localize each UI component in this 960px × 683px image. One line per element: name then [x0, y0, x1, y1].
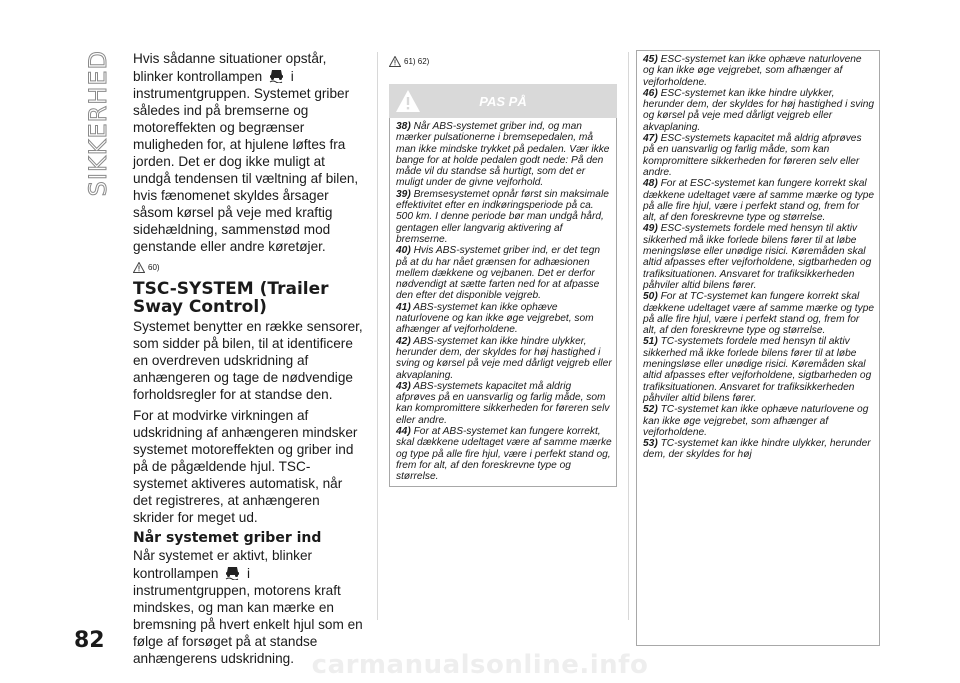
caution-note: [396, 245, 612, 301]
note-text: For at TC-systemet kan fungere korrekt skal dækkene udeltaget være af samme mærke og type på alle fire hjul, være i perfekt stand og, frem for alt, af den foreskrevne type og størrelse.: [643, 291, 875, 337]
caution-note: [643, 54, 875, 88]
warning-column-continued: [636, 50, 880, 646]
note-text: TC-systemets fordele med hensyn til aktiv sikkerhed må ikke forlede bilens fører til at løbe meningsløse eller unødige risici. Køremåden skal altid afpasses efter vejforholdene, sigtbarheden og trafiksituationen. Ansvaret for trafiksikkerheden påhviler altid bilens fører.: [643, 336, 872, 404]
note-number: 46): [643, 87, 658, 99]
note-text: ABS-systemets kapacitet må aldrig afprøves på en uansvarlig og farlig måde, som kan kompromittere sikkerheden for føreren selv eller andre.: [396, 380, 610, 426]
note-text: ESC-systemet kan ikke hindre ulykker, herunder dem, der skyldes for høj hastighed i sving og kørsel på veje med dårligt vejgreb eller akvaplaning.: [643, 87, 875, 133]
paragraph-text: i instrumentgruppen, motorens kraft mindskes, og man kan mærke en bremsning på hvert enkelt hjul som en følge af forsøget på at standse anhængerens udskridning.: [133, 566, 363, 666]
paragraph-rollover: [133, 50, 363, 255]
note-text: TC-systemet kan ikke hindre ulykker, herunder dem, der skyldes for høj: [643, 438, 871, 461]
caution-note: [643, 291, 875, 336]
note-number: 38): [396, 121, 411, 132]
warning-reference: [133, 259, 363, 276]
note-number: 45): [643, 54, 658, 65]
section-heading: TSC-SYSTEM (Trailer Sway Control): [133, 279, 329, 317]
note-number: 49): [643, 223, 658, 235]
caution-note: [643, 336, 875, 404]
caution-note: [643, 178, 875, 223]
note-number: 48): [643, 178, 658, 190]
caution-notes: [389, 118, 617, 487]
caution-note: [643, 404, 875, 438]
subheading: Når systemet griber ind: [133, 530, 322, 546]
reference-numbers: 61) 62): [404, 56, 430, 66]
note-number: 51): [643, 336, 658, 348]
caution-banner: [389, 84, 617, 118]
paragraph-text: Hvis sådanne situationer opstår, blinker kontrollampen: [133, 51, 327, 84]
note-number: 43): [396, 380, 411, 392]
caution-note: [396, 426, 612, 482]
warning-triangle-icon: [133, 262, 145, 273]
note-number: 40): [396, 245, 411, 257]
esc-warning-lamp-icon: [268, 67, 285, 83]
caution-note: [396, 121, 612, 189]
main-text-column: [133, 50, 363, 671]
note-text: ABS-systemet kan ikke hindre ulykker, herunder dem, der skyldes for høj hastighed i sving og kørsel på veje med dårligt vejgreb eller akvaplaning.: [396, 335, 612, 381]
note-text: Når ABS-systemet griber ind, og man mærker pulsationerne i bremsepedalen, må man ikke mindske trykket på pedalen. Vær ikke bange for at holde pedalen godt nede: På den måde vil du standse så hurtigt, som det er muligt under de givne vejforhold.: [396, 121, 610, 189]
note-number: 47): [643, 133, 658, 145]
caution-notes: [636, 50, 880, 646]
column-divider: [377, 52, 378, 620]
note-number: 41): [396, 301, 411, 313]
esc-warning-lamp-icon: [224, 564, 241, 580]
note-text: For at ABS-systemet kan fungere korrekt, skal dækkene udeltaget være af samme mærke og type på alle fire hjul, være i perfekt stand og, frem for alt, af den foreskrevne type og størrelse.: [396, 426, 612, 483]
paragraph-text: Når systemet er aktivt, blinker kontrollampen: [133, 548, 313, 581]
warning-column: [389, 50, 617, 487]
note-text: ABS-systemet kan ikke ophæve naturlovene og kan ikke øge vejgrebet, som afhænger af vejforholdene.: [396, 301, 594, 336]
caution-note: [396, 189, 612, 245]
caution-note: [643, 438, 875, 461]
paragraph-tsc-action: For at modvirke virkningen af udskridning af anhængeren mindsker systemet motoreffekten og griber ind på de pågældende hjul. TSC-systemet aktiveres automatisk, når det registreres, at anhængeren skrider for meget ud.: [133, 408, 358, 525]
warning-triangle-icon: [395, 89, 421, 113]
paragraph-tsc-intro: Systemet benytter en række sensorer, som sidder på bilen, til at identificere en overdreven udskridning af anhængeren og tage de nødvendige forholdsregler for at standse den.: [133, 319, 363, 402]
caution-note: [643, 133, 875, 178]
caution-note: [643, 88, 875, 133]
paragraph-intervention: [133, 547, 363, 667]
caution-note: [396, 381, 612, 426]
note-number: 44): [396, 426, 411, 438]
note-text: Hvis ABS-systemet griber ind, er det tegn på at du har nået grænsen for adhæsionen mellem dækkene og vejbanen. Det er derfor nødvendigt at sætte farten ned for at afpasse den efter det disponible vejgreb.: [396, 245, 601, 302]
section-title: SIKKERHED: [84, 50, 112, 197]
caution-note: [643, 223, 875, 291]
column-divider: [628, 52, 629, 620]
note-number: 50): [643, 291, 658, 303]
note-text: ESC-systemets fordele med hensyn til aktiv sikkerhed må ikke forlede bilens fører til at løbe meningsløse eller unødige risici. Køremåden skal altid afpasses efter vejforholdene, sigtbarheden og trafiksituationen. Ansvaret for trafiksikkerheden påhviler altid bilens fører.: [643, 223, 872, 291]
paragraph-text: i instrumentgruppen. Systemet griber således ind på bremserne og motoreffekten og begrænser muligheden for, at hjulene løftes fra jorden. Det er dog ikke muligt at undgå tendensen til væltning af bilen, hvis fænomenet skyldes årsager såsom kørsel på veje med kraftig sidehældning, sammenstød mod genstande eller andre køretøjer.: [133, 69, 359, 254]
warning-triangle-icon: [389, 56, 401, 67]
note-text: TC-systemet kan ikke ophæve naturlovene og kan ikke øge vejgrebet, som afhænger af vejforholdene.: [643, 404, 869, 438]
note-number: 39): [396, 188, 411, 200]
note-text: For at ESC-systemet kan fungere korrekt skal dækkene udeltaget være af samme mærke og type på alle fire hjul, være i perfekt stand og, frem for alt, af den foreskrevne type og størrelse.: [643, 178, 875, 224]
page-number: 82: [74, 628, 105, 653]
note-number: 52): [643, 404, 658, 416]
note-text: ESC-systemet kan ikke ophæve naturlovene og kan ikke øge vejgrebet, som afhænger af vejforholdene.: [643, 54, 862, 88]
note-number: 53): [643, 438, 658, 450]
note-text: Bremsesystemet opnår først sin maksimale effektivitet efter en indkøringsperiode på ca. 500 km. I denne periode bør man undgå hård, gentagen eller langvarig aktivering af bremserne.: [396, 188, 609, 245]
banner-title: PAS PÅ: [479, 93, 527, 109]
caution-note: [396, 302, 612, 336]
watermark: carmanualsonline.info: [311, 650, 649, 680]
caution-note: [396, 336, 612, 381]
note-text: ESC-systemets kapacitet må aldrig afprøves på en uansvarlig og farlig måde, som kan kompromittere sikkerheden for føreren selv eller andre.: [643, 133, 862, 178]
warning-reference: [389, 50, 617, 72]
reference-number: 60): [148, 263, 160, 272]
note-number: 42): [396, 335, 411, 347]
